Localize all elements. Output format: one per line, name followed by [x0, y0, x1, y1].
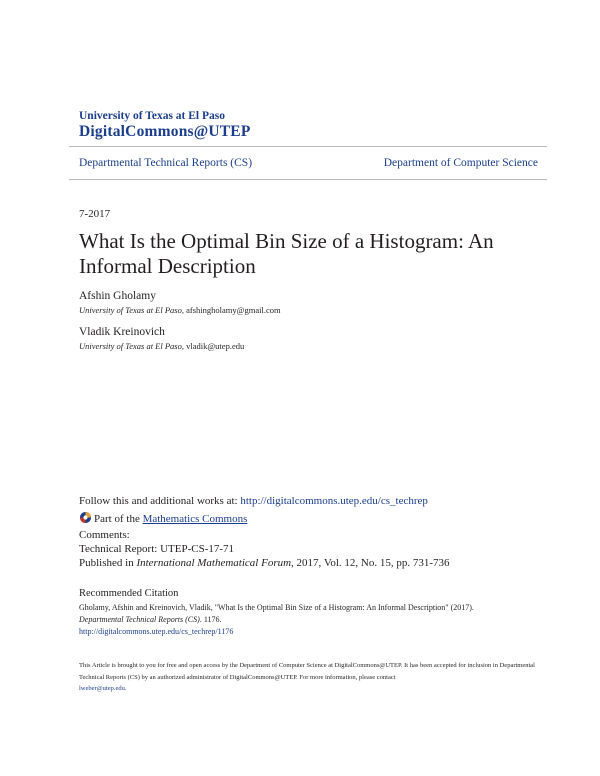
- department-link[interactable]: Department of Computer Science: [383, 157, 538, 169]
- published-line: [79, 556, 450, 571]
- nav-divider: [69, 179, 547, 180]
- author-name: Afshin Gholamy: [79, 290, 156, 302]
- affiliation-institution: University of Texas at El Paso: [79, 341, 182, 351]
- footer-end: .: [124, 685, 127, 692]
- author-affiliation: [79, 305, 281, 315]
- published-prefix: Published in: [79, 557, 137, 569]
- author-email: , afshingholamy@gmail.com: [181, 305, 281, 315]
- citation-series: Departmental Technical Reports (CS): [79, 615, 200, 624]
- citation-body: [79, 602, 539, 638]
- publication-date: 7-2017: [79, 208, 111, 220]
- author-email: , vladik@utep.edu: [181, 341, 245, 351]
- series-link[interactable]: Departmental Technical Reports (CS): [79, 157, 253, 169]
- citation-series-suffix: . 1176.: [199, 615, 222, 624]
- citation-series-line: [79, 614, 539, 626]
- mathematics-commons-link[interactable]: Mathematics Commons: [142, 513, 248, 525]
- published-suffix: , 2017, Vol. 12, No. 15, pp. 731-736: [291, 557, 450, 569]
- follow-line: [79, 494, 428, 509]
- follow-label: Follow this and additional works at:: [79, 495, 241, 507]
- author-name: Vladik Kreinovich: [79, 326, 165, 338]
- author-affiliation: [79, 341, 244, 351]
- footer-text: This Article is brought to you for free and open access by the Department of Computer Science at DigitalCommons@UTEP. It has been accepted for inclusion in Departmental Technical Reports (CS) by an authorized administrator of DigitalCommons@UTEP. For more information, please contact: [79, 662, 535, 681]
- citation-line: Gholamy, Afshin and Kreinovich, Vladik, "What Is the Optimal Bin Size of a Histogram: An Informal Description" (2017).: [79, 603, 474, 612]
- bepress-network-icon: [79, 511, 92, 524]
- affiliation-institution: University of Texas at El Paso: [79, 305, 182, 315]
- institution-name[interactable]: University of Texas at El Paso: [79, 110, 225, 122]
- citation-heading: Recommended Citation: [79, 588, 179, 599]
- footer-notice: [79, 660, 549, 695]
- part-of-line: [79, 511, 247, 527]
- repository-name[interactable]: DigitalCommons@UTEP: [79, 123, 251, 140]
- contact-email-link[interactable]: lweber@utep.edu: [79, 685, 125, 692]
- citation-url-link[interactable]: http://digitalcommons.utep.edu/cs_techrep/1176: [79, 627, 234, 636]
- follow-url-link[interactable]: http://digitalcommons.utep.edu/cs_techrep: [240, 495, 428, 507]
- part-of-label: Part of the: [94, 513, 143, 525]
- tech-report-number: Technical Report: UTEP-CS-17-71: [79, 543, 235, 555]
- comments-label: Comments:: [79, 529, 130, 541]
- paper-title: What Is the Optimal Bin Size of a Histogram: An Informal Description: [79, 229, 494, 278]
- top-divider: [69, 146, 547, 147]
- journal-name: International Mathematical Forum: [136, 557, 292, 569]
